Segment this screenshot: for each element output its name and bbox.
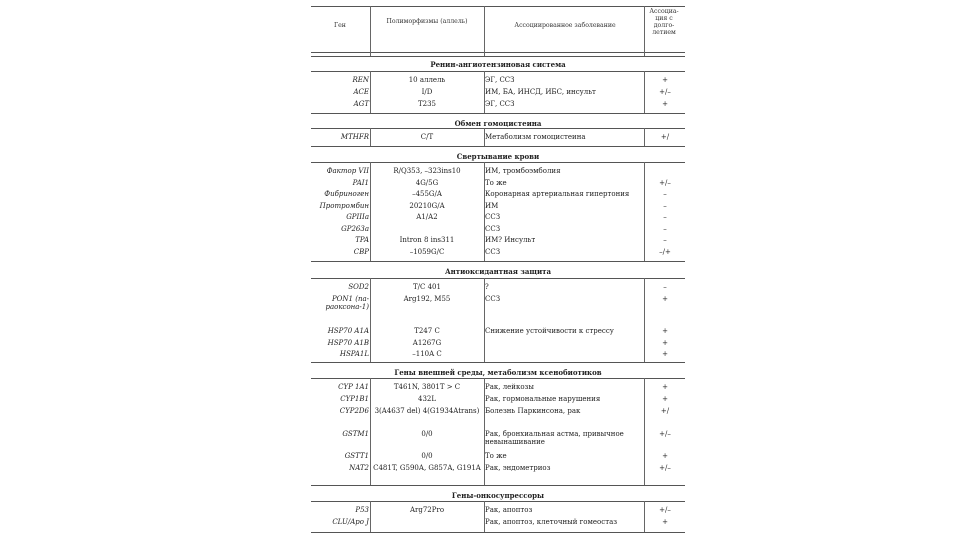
table-row	[311, 283, 685, 291]
gene-cell: GSTM1	[342, 430, 369, 438]
table-row	[311, 248, 685, 256]
disease-cell: То же	[485, 179, 507, 187]
gene-cell: HSP70 A1B	[327, 339, 369, 347]
disease-cell: ЭГ, ССЗ	[485, 100, 515, 108]
table-row	[311, 383, 685, 391]
column-divider	[370, 278, 371, 362]
disease-cell: Снижение устойчивости к стрессу	[485, 327, 614, 335]
polymorphism-cell: –1059G/C	[409, 248, 445, 256]
association-cell: –	[663, 213, 667, 221]
disease-cell: ИМ? Инсульт	[485, 236, 536, 244]
gene-cell: CYP1B1	[340, 395, 369, 403]
column-divider	[644, 501, 645, 532]
disease-cell: Рак, бронхиальная астма, привычное невынашивание	[485, 430, 624, 446]
table-page	[311, 2, 685, 534]
association-cell: +	[662, 76, 668, 84]
association-cell: +	[662, 339, 668, 347]
table-row	[311, 327, 685, 335]
disease-cell: Метаболизм гомоцистеина	[485, 133, 586, 141]
column-divider	[644, 278, 645, 362]
table-row	[311, 190, 685, 198]
association-cell: +	[662, 518, 668, 526]
table-row	[311, 202, 685, 210]
header-association: Ассоциа-ция с долго-летием	[649, 8, 679, 36]
section-title: Обмен гомоцистеина	[454, 119, 542, 128]
table-row	[311, 350, 685, 358]
column-divider	[370, 6, 371, 56]
association-cell: +/–	[659, 88, 671, 96]
column-divider	[370, 128, 371, 146]
table-row	[311, 179, 685, 187]
disease-cell: То же	[485, 452, 507, 460]
association-cell: +	[662, 452, 668, 460]
association-cell: +/–	[659, 506, 671, 514]
gene-cell: CYP 1A1	[338, 383, 369, 391]
section-rule	[311, 56, 685, 57]
association-cell: +	[662, 395, 668, 403]
section-title: Свертывание крови	[456, 152, 540, 161]
table-row	[311, 518, 685, 526]
disease-cell: Рак, апоптоз	[485, 506, 533, 514]
polymorphism-cell: R/Q353, –323ins10	[393, 167, 461, 175]
column-divider	[370, 162, 371, 261]
polymorphism-cell: T247 C	[414, 327, 440, 335]
gene-cell: CBP	[353, 248, 369, 256]
gene-cell: GP263a	[341, 225, 369, 233]
table-row	[311, 167, 685, 175]
section-rule	[311, 378, 685, 379]
section-rule	[311, 146, 685, 147]
table-row	[311, 236, 685, 244]
gene-cell: CYP2D6	[339, 407, 369, 415]
association-cell: +	[662, 100, 668, 108]
column-divider	[484, 378, 485, 485]
polymorphism-cell: –455G/A	[412, 190, 442, 198]
polymorphism-cell: Arg72Pro	[409, 506, 445, 514]
section-rule	[311, 501, 685, 502]
table-row	[311, 407, 685, 424]
association-cell: –	[663, 225, 667, 233]
association-cell: +/–	[659, 179, 671, 187]
column-divider	[484, 278, 485, 362]
polymorphism-cell: 10 аллель	[408, 76, 446, 84]
disease-cell: ССЗ	[485, 295, 501, 303]
table-row	[311, 339, 685, 347]
disease-cell: Болезнь Паркинсона, рак	[485, 407, 581, 415]
gene-cell: Фибриноген	[324, 190, 369, 198]
association-cell: –	[663, 236, 667, 244]
section-rule	[311, 162, 685, 163]
column-divider	[644, 128, 645, 146]
association-cell: –	[663, 283, 667, 291]
section-rule	[311, 278, 685, 279]
association-cell: –/+	[659, 248, 671, 256]
gene-cell: HSPA1L	[339, 350, 369, 358]
gene-cell: TPA	[355, 236, 369, 244]
polymorphism-cell: A1/A2	[416, 213, 438, 221]
disease-cell: Коронарная артериальная гипертония	[485, 190, 630, 198]
polymorphism-cell: C481T, G590A, G857A, G191A	[373, 464, 481, 472]
column-divider	[644, 378, 645, 485]
section-rule	[311, 485, 685, 486]
gene-cell: SOD2	[348, 283, 369, 291]
column-divider	[370, 501, 371, 532]
section-rule	[311, 261, 685, 262]
table-row	[311, 430, 685, 446]
column-divider	[644, 6, 645, 56]
gene-cell: MTHFR	[340, 133, 369, 141]
disease-cell: ИМ, тромбоэмболия	[485, 167, 561, 175]
section-rule	[311, 128, 685, 129]
table-row	[311, 295, 685, 320]
gene-cell: GPIIIa	[346, 213, 369, 221]
section-title: Гены-онкосупрессоры	[451, 491, 545, 500]
gene-cell: Протромбин	[319, 202, 369, 210]
column-divider	[644, 162, 645, 261]
polymorphism-cell: T461N, 3801T > C	[393, 383, 461, 391]
association-cell: +	[662, 350, 668, 358]
polymorphism-cell: 4G/5G	[415, 179, 439, 187]
gene-cell: AGT	[353, 100, 369, 108]
column-divider	[484, 501, 485, 532]
polymorphism-cell: 3(A4637 del) 4(G1934Atrans)	[374, 407, 480, 415]
polymorphism-cell: Intron 8 ins311	[399, 236, 455, 244]
disease-cell: ССЗ	[485, 225, 501, 233]
column-divider	[484, 128, 485, 146]
polymorphism-cell: –110A C	[412, 350, 442, 358]
gene-cell: PAI1	[352, 179, 369, 187]
polymorphism-cell: 20210G/A	[409, 202, 445, 210]
gene-cell: P53	[355, 506, 369, 514]
gene-cell: GSTT1	[344, 452, 369, 460]
association-cell: +	[662, 383, 668, 391]
polymorphism-cell: 0/0	[421, 452, 433, 460]
column-divider	[484, 6, 485, 56]
column-divider	[370, 71, 371, 113]
association-cell: +/–	[659, 464, 671, 472]
header-disease: Ассоциированное заболевание	[514, 22, 616, 29]
polymorphism-cell: T/C 401	[413, 283, 441, 291]
disease-cell: Рак, апоптоз, клеточный гомеостаз	[485, 518, 618, 526]
polymorphism-cell: T235	[417, 100, 437, 108]
header-polymorphisms: Полиморфизмы (аллель)	[386, 18, 468, 25]
polymorphism-cell: Arg192, M55	[403, 295, 451, 303]
table-row	[311, 100, 685, 108]
top-rule	[311, 6, 685, 7]
disease-cell: ЭГ, ССЗ	[485, 76, 515, 84]
association-cell: +/	[660, 407, 670, 415]
gene-cell: Фактор VII	[326, 167, 369, 175]
section-title: Ренин-ангиотензиновая система	[430, 60, 566, 69]
section-title: Антиоксидантная защита	[444, 267, 552, 276]
gene-cell: REN	[352, 76, 369, 84]
gene-cell: ACE	[353, 88, 369, 96]
polymorphism-cell: 0/0	[421, 430, 433, 438]
polymorphism-cell: I/D	[421, 88, 433, 96]
disease-cell: ССЗ	[485, 248, 501, 256]
disease-cell: Рак, гормональные нарушения	[485, 395, 601, 403]
disease-cell: Рак, эндометриоз	[485, 464, 551, 472]
polymorphism-cell: 432L	[417, 395, 436, 403]
table-row	[311, 452, 685, 460]
disease-cell: Рак, лейкозы	[485, 383, 534, 391]
section-rule	[311, 113, 685, 114]
section-title: Гены внешней среды, метаболизм ксенобиотиков	[394, 368, 602, 377]
polymorphism-cell: C/T	[420, 133, 434, 141]
header-gene: Ген	[334, 22, 346, 29]
disease-cell: ИМ, БА, ИНСД, ИБС, инсульт	[485, 88, 596, 96]
header-rule	[311, 52, 685, 53]
column-divider	[370, 378, 371, 485]
association-cell: +	[662, 327, 668, 335]
gene-cell: CLU/Apo J	[332, 518, 369, 526]
gene-cell: PON1 (па-раоксона-1)	[325, 295, 369, 311]
table-row	[311, 395, 685, 403]
table-row	[311, 133, 685, 141]
table-row	[311, 88, 685, 96]
association-cell: –	[663, 202, 667, 210]
table-row	[311, 76, 685, 84]
disease-cell: ССЗ	[485, 213, 501, 221]
gene-cell: NAT2	[349, 464, 369, 472]
disease-cell: ?	[485, 283, 489, 291]
table-row	[311, 225, 685, 233]
table-row	[311, 506, 685, 514]
table-row	[311, 213, 685, 221]
section-rule	[311, 71, 685, 72]
column-divider	[484, 162, 485, 261]
polymorphism-cell: A1267G	[412, 339, 442, 347]
column-divider	[644, 71, 645, 113]
section-rule	[311, 362, 685, 363]
column-divider	[484, 71, 485, 113]
association-cell: +	[662, 295, 668, 303]
table-row	[311, 464, 685, 480]
association-cell: +/	[660, 133, 670, 141]
association-cell: +/–	[659, 430, 671, 438]
bottom-rule	[311, 532, 685, 533]
association-cell: –	[663, 190, 667, 198]
gene-cell: HSP70 A1A	[327, 327, 369, 335]
disease-cell: ИМ	[485, 202, 499, 210]
